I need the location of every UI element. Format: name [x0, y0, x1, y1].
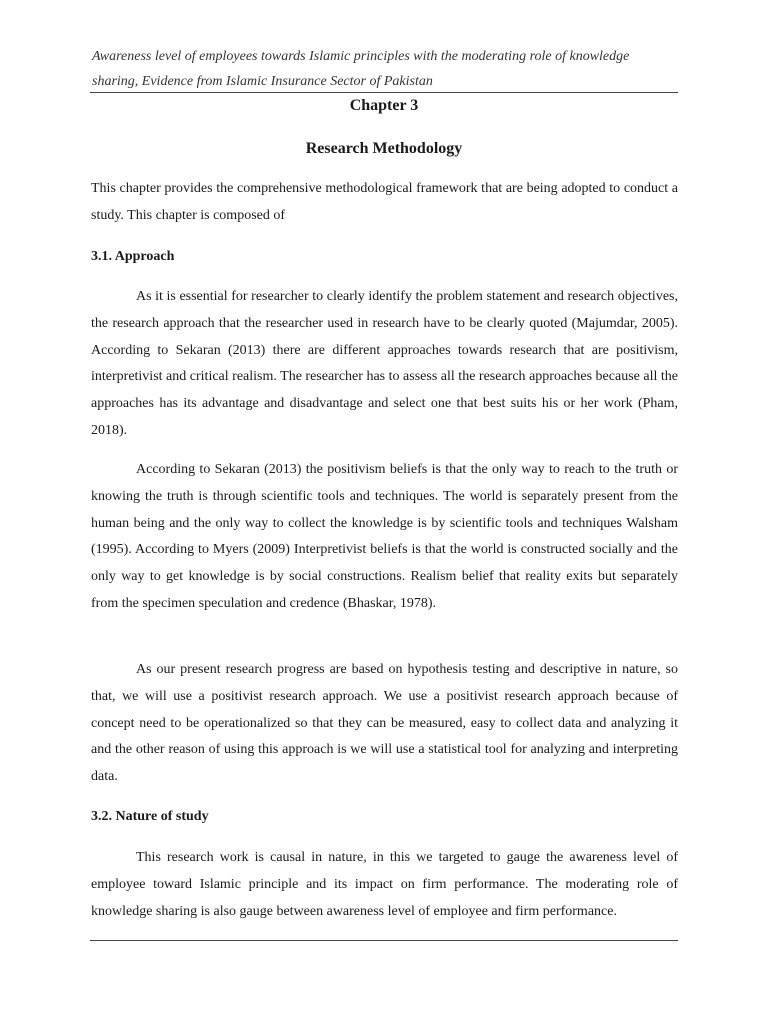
running-header: Awareness level of employees towards Islamic principles with the moderating role of knowledge sharing, Evidence from Islamic Insurance Sector of Pakistan — [92, 49, 630, 89]
footer-divider — [90, 940, 678, 941]
paragraph-approach-2: According to Sekaran (2013) the positivism beliefs is that the only way to reach to the truth or knowing the truth is through scientific tools and techniques. The world is separately present from the human being and the only way to collect the knowledge is by scientific tools and techniques Walsham (1995). According to Myers (2009) Interpretivist beliefs is that the world is constructed socially and the only way to get knowledge is by social constructions. Realism belief that reality exits but separately from the specimen speculation and credence (Bhaskar, 1978). — [91, 462, 678, 611]
paragraph-approach-1: As it is essential for researcher to clearly identify the problem statement and research objectives, the research approach that the researcher used in research have to be clearly quoted (Majumdar, 2005). According to Sekaran (2013) there are different approaches towards research that are positivism, interpretivist and critical realism. The researcher has to assess all the research approaches because all the approaches has its advantage and disadvantage and select one that best suits his or her work (Pham, 2018). — [91, 289, 678, 438]
chapter-label: Chapter 3 — [349, 97, 419, 114]
chapter-intro: This chapter provides the comprehensive methodological framework that are being adopted to conduct a study. This chapter is composed of — [91, 181, 678, 223]
section-heading-nature-of-study: 3.2. Nature of study — [91, 809, 209, 824]
header-divider — [90, 92, 678, 93]
chapter-title: Research Methodology — [305, 140, 463, 157]
paragraph-nature-of-study: This research work is causal in nature, in this we targeted to gauge the awareness level of employee toward Islamic principle and its impact on firm performance. The moderating role of knowledge sharing is also gauge between awareness level of employee and firm performance. — [91, 850, 678, 919]
paragraph-approach-3: As our present research progress are based on hypothesis testing and descriptive in nature, so that, we will use a positivist research approach. We use a positivist research approach because of concept need to be operationalized so that they can be measured, easy to collect data and analyzing it and the other reason of using this approach is we will use a statistical tool for analyzing and interpreting data. — [91, 662, 678, 785]
section-heading-approach: 3.1. Approach — [91, 249, 175, 264]
